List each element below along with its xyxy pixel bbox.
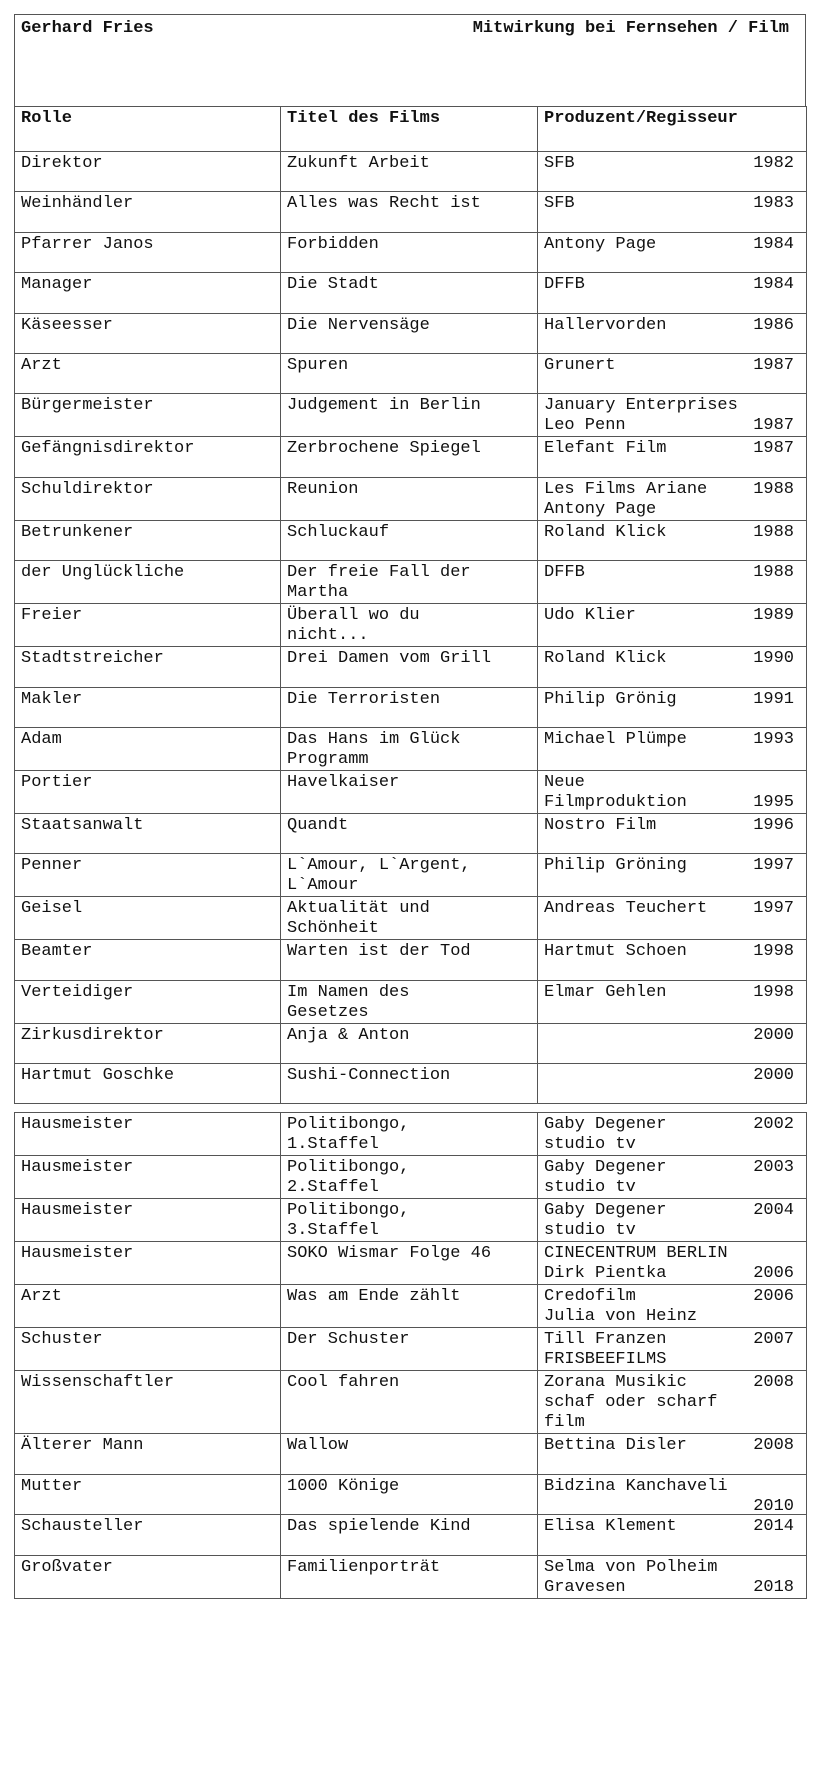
- role-cell: Hartmut Goschke: [15, 1064, 281, 1104]
- producer-cell: [538, 770, 807, 813]
- producer-name: Andreas Teuchert: [544, 899, 708, 919]
- producer-name: January Enterprises Leo Penn: [544, 396, 738, 436]
- role-cell: Manager: [15, 273, 281, 313]
- film-title-cell: Schluckauf: [281, 520, 538, 560]
- table-row: [15, 1328, 807, 1371]
- document-header: [14, 14, 806, 106]
- film-title-cell: Sushi-Connection: [281, 1064, 538, 1104]
- table-row: [15, 437, 807, 477]
- year: 1989: [753, 606, 794, 626]
- year: 1987: [753, 439, 794, 459]
- film-title-cell: Das Hans im Glück Programm: [281, 727, 538, 770]
- table-row: [15, 813, 807, 853]
- column-header-title: Titel des Films: [281, 107, 538, 152]
- year: 2007: [753, 1330, 794, 1350]
- role-cell: der Unglückliche: [15, 561, 281, 604]
- table-row: [15, 854, 807, 897]
- film-title-cell: Zukunft Arbeit: [281, 152, 538, 192]
- role-cell: Hausmeister: [15, 1199, 281, 1242]
- producer-cell: [538, 687, 807, 727]
- producer-name: DFFB: [544, 275, 585, 295]
- producer-cell: [538, 980, 807, 1023]
- producer-cell: [538, 477, 807, 520]
- producer-cell: [538, 727, 807, 770]
- role-cell: Hausmeister: [15, 1242, 281, 1285]
- producer-name: Hartmut Schoen: [544, 942, 687, 962]
- role-cell: Verteidiger: [15, 980, 281, 1023]
- producer-name: Selma von Polheim Gravesen: [544, 1557, 718, 1597]
- table-row: [15, 313, 807, 353]
- year: 1984: [753, 234, 794, 254]
- role-cell: Adam: [15, 727, 281, 770]
- table-row: [15, 940, 807, 980]
- producer-cell: [538, 940, 807, 980]
- year: 1990: [753, 649, 794, 669]
- role-cell: Staatsanwalt: [15, 813, 281, 853]
- table-row: [15, 687, 807, 727]
- role-cell: Weinhändler: [15, 192, 281, 232]
- producer-cell: [538, 1328, 807, 1371]
- film-title-cell: Das spielende Kind: [281, 1515, 538, 1555]
- role-cell: Geisel: [15, 897, 281, 940]
- producer-name: Michael Plümpe: [544, 729, 687, 749]
- film-title-cell: 1000 Könige: [281, 1474, 538, 1514]
- producer-cell: [538, 1515, 807, 1555]
- producer-cell: [538, 437, 807, 477]
- film-title-cell: Judgement in Berlin: [281, 394, 538, 437]
- film-title-cell: Reunion: [281, 477, 538, 520]
- film-title-cell: Familienporträt: [281, 1555, 538, 1598]
- year: 1988: [753, 522, 794, 542]
- year: 2000: [753, 1025, 794, 1045]
- producer-name: Elefant Film: [544, 439, 667, 459]
- table-row: [15, 897, 807, 940]
- year: 1983: [753, 194, 794, 214]
- producer-name: Gaby Degener studio tv: [544, 1115, 667, 1155]
- year: 1987: [753, 355, 794, 375]
- film-title-cell: Politibongo, 1.Staffel: [281, 1113, 538, 1156]
- producer-name: Bettina Disler: [544, 1436, 687, 1456]
- table-row: [15, 1434, 807, 1474]
- role-cell: Bürgermeister: [15, 394, 281, 437]
- film-title-cell: Die Nervensäge: [281, 313, 538, 353]
- year: 1995: [753, 792, 794, 812]
- role-cell: Älterer Mann: [15, 1434, 281, 1474]
- year: 2006: [753, 1287, 794, 1307]
- role-cell: Schuster: [15, 1328, 281, 1371]
- table-row: [15, 394, 807, 437]
- producer-cell: [538, 1555, 807, 1598]
- producer-cell: [538, 647, 807, 687]
- table-row: [15, 1199, 807, 1242]
- producer-name: Bidzina Kanchaveli: [544, 1476, 728, 1496]
- table-row: [15, 477, 807, 520]
- producer-name: CINECENTRUM BERLIN Dirk Pientka: [544, 1244, 728, 1284]
- producer-cell: [538, 813, 807, 853]
- role-cell: Makler: [15, 687, 281, 727]
- film-title-cell: SOKO Wismar Folge 46: [281, 1242, 538, 1285]
- table-row: [15, 1371, 807, 1434]
- role-cell: Direktor: [15, 152, 281, 192]
- year: 1991: [753, 689, 794, 709]
- producer-cell: [538, 1113, 807, 1156]
- producer-name: SFB: [544, 154, 575, 173]
- year: 1987: [753, 416, 794, 436]
- producer-cell: [538, 1434, 807, 1474]
- producer-name: Roland Klick: [544, 522, 667, 542]
- producer-cell: [538, 353, 807, 393]
- producer-cell: [538, 520, 807, 560]
- film-title-cell: Anja & Anton: [281, 1023, 538, 1063]
- table-row: [15, 353, 807, 393]
- role-cell: Pfarrer Janos: [15, 232, 281, 272]
- table-row: [15, 1242, 807, 1285]
- producer-name: Till Franzen FRISBEEFILMS: [544, 1330, 667, 1370]
- producer-name: DFFB: [544, 563, 585, 583]
- producer-name: Zorana Musikic schaf oder scharf film: [544, 1373, 718, 1433]
- role-cell: Schausteller: [15, 1515, 281, 1555]
- film-title-cell: Politibongo, 2.Staffel: [281, 1156, 538, 1199]
- producer-cell: [538, 854, 807, 897]
- role-cell: Stadtstreicher: [15, 647, 281, 687]
- table-row: [15, 1285, 807, 1328]
- film-title-cell: Aktualität und Schönheit: [281, 897, 538, 940]
- film-title-cell: Der Schuster: [281, 1328, 538, 1371]
- table-row: [15, 561, 807, 604]
- producer-cell: [538, 1199, 807, 1242]
- producer-cell: [538, 1242, 807, 1285]
- year: 2002: [753, 1115, 794, 1135]
- film-title-cell: Der freie Fall der Martha: [281, 561, 538, 604]
- producer-name: Grunert: [544, 355, 616, 375]
- producer-name: Elisa Klement: [544, 1517, 677, 1537]
- producer-cell: [538, 604, 807, 647]
- producer-name: Gaby Degener studio tv: [544, 1201, 667, 1241]
- role-cell: Beamter: [15, 940, 281, 980]
- producer-cell: [538, 1285, 807, 1328]
- producer-cell: [538, 561, 807, 604]
- producer-name: Les Films Ariane Antony Page: [544, 479, 708, 519]
- producer-name: SFB: [544, 194, 575, 214]
- table-row: [15, 980, 807, 1023]
- table-row: [15, 1515, 807, 1555]
- table-row: [15, 520, 807, 560]
- table-row: [15, 1555, 807, 1598]
- year: 2018: [753, 1577, 794, 1597]
- document-title: Mitwirkung bei Fernsehen / Film: [472, 19, 789, 38]
- producer-cell: [538, 273, 807, 313]
- year: 2006: [753, 1264, 794, 1284]
- film-title-cell: Was am Ende zählt: [281, 1285, 538, 1328]
- role-cell: Arzt: [15, 353, 281, 393]
- producer-name: Philip Gröning: [544, 856, 687, 876]
- film-title-cell: Cool fahren: [281, 1371, 538, 1434]
- table-row: [15, 192, 807, 232]
- table-row: [15, 232, 807, 272]
- column-header-role: Rolle: [15, 107, 281, 152]
- role-cell: Großvater: [15, 1555, 281, 1598]
- producer-cell: [538, 152, 807, 192]
- role-cell: Penner: [15, 854, 281, 897]
- role-cell: Gefängnisdirektor: [15, 437, 281, 477]
- document-page: [14, 14, 806, 1599]
- film-title-cell: Warten ist der Tod: [281, 940, 538, 980]
- year: 1996: [753, 815, 794, 835]
- year: 1997: [753, 856, 794, 876]
- producer-cell: [538, 897, 807, 940]
- year: 1986: [753, 315, 794, 335]
- producer-name: Credofilm Julia von Heinz: [544, 1287, 698, 1327]
- producer-name: Elmar Gehlen: [544, 982, 667, 1002]
- filmography-table-2: [14, 1112, 807, 1598]
- film-title-cell: Alles was Recht ist: [281, 192, 538, 232]
- year: 1984: [753, 275, 794, 295]
- table-row: [15, 604, 807, 647]
- year: 1998: [753, 982, 794, 1002]
- year: 1993: [753, 729, 794, 749]
- year: 2004: [753, 1201, 794, 1221]
- table-row: [15, 1023, 807, 1063]
- year: 2014: [753, 1517, 794, 1537]
- table-row: [15, 152, 807, 192]
- year: 1988: [753, 479, 794, 499]
- table-row: [15, 273, 807, 313]
- year: 1997: [753, 899, 794, 919]
- column-header-producer: Produzent/Regisseur: [538, 107, 807, 152]
- producer-cell: [538, 1064, 807, 1104]
- table-row: [15, 1064, 807, 1104]
- table-row: [15, 1156, 807, 1199]
- actor-name: Gerhard Fries: [21, 19, 154, 38]
- producer-name: Philip Grönig: [544, 689, 677, 709]
- year: 1988: [753, 563, 794, 583]
- table-row: [15, 1113, 807, 1156]
- film-title-cell: Im Namen des Gesetzes: [281, 980, 538, 1023]
- year: 2000: [753, 1066, 794, 1086]
- film-title-cell: Quandt: [281, 813, 538, 853]
- role-cell: Arzt: [15, 1285, 281, 1328]
- filmography-table-1: [14, 106, 807, 1104]
- year: 1998: [753, 942, 794, 962]
- film-title-cell: Drei Damen vom Grill: [281, 647, 538, 687]
- producer-name: Hallervorden: [544, 315, 667, 335]
- table-row: [15, 770, 807, 813]
- producer-name: Nostro Film: [544, 815, 657, 835]
- producer-name: Neue Filmproduktion: [544, 772, 687, 812]
- film-title-cell: Die Terroristen: [281, 687, 538, 727]
- producer-name: Udo Klier: [544, 606, 636, 626]
- film-title-cell: Wallow: [281, 1434, 538, 1474]
- producer-cell: [538, 313, 807, 353]
- role-cell: Wissenschaftler: [15, 1371, 281, 1434]
- producer-name: Antony Page: [544, 234, 657, 254]
- role-cell: Portier: [15, 770, 281, 813]
- role-cell: Freier: [15, 604, 281, 647]
- role-cell: Käseesser: [15, 313, 281, 353]
- producer-cell: [538, 394, 807, 437]
- year: 1982: [753, 154, 794, 173]
- table-row: [15, 727, 807, 770]
- role-cell: Schuldirektor: [15, 477, 281, 520]
- year: 2003: [753, 1158, 794, 1178]
- table-row: [15, 647, 807, 687]
- role-cell: Mutter: [15, 1474, 281, 1514]
- role-cell: Hausmeister: [15, 1113, 281, 1156]
- table-row: [15, 1474, 807, 1514]
- film-title-cell: Zerbrochene Spiegel: [281, 437, 538, 477]
- year: 2008: [753, 1373, 794, 1393]
- film-title-cell: Havelkaiser: [281, 770, 538, 813]
- producer-cell: [538, 232, 807, 272]
- year: 2010: [753, 1496, 794, 1515]
- role-cell: Hausmeister: [15, 1156, 281, 1199]
- producer-cell: [538, 1156, 807, 1199]
- year: 2008: [753, 1436, 794, 1456]
- producer-cell: [538, 192, 807, 232]
- role-cell: Zirkusdirektor: [15, 1023, 281, 1063]
- film-title-cell: L`Amour, L`Argent, L`Amour: [281, 854, 538, 897]
- film-title-cell: Spuren: [281, 353, 538, 393]
- film-title-cell: Politibongo, 3.Staffel: [281, 1199, 538, 1242]
- table-header-row: [15, 107, 807, 152]
- film-title-cell: Forbidden: [281, 232, 538, 272]
- film-title-cell: Überall wo du nicht...: [281, 604, 538, 647]
- producer-cell: [538, 1371, 807, 1434]
- role-cell: Betrunkener: [15, 520, 281, 560]
- film-title-cell: Die Stadt: [281, 273, 538, 313]
- producer-cell: [538, 1474, 807, 1514]
- producer-name: Roland Klick: [544, 649, 667, 669]
- producer-cell: [538, 1023, 807, 1063]
- producer-name: Gaby Degener studio tv: [544, 1158, 667, 1198]
